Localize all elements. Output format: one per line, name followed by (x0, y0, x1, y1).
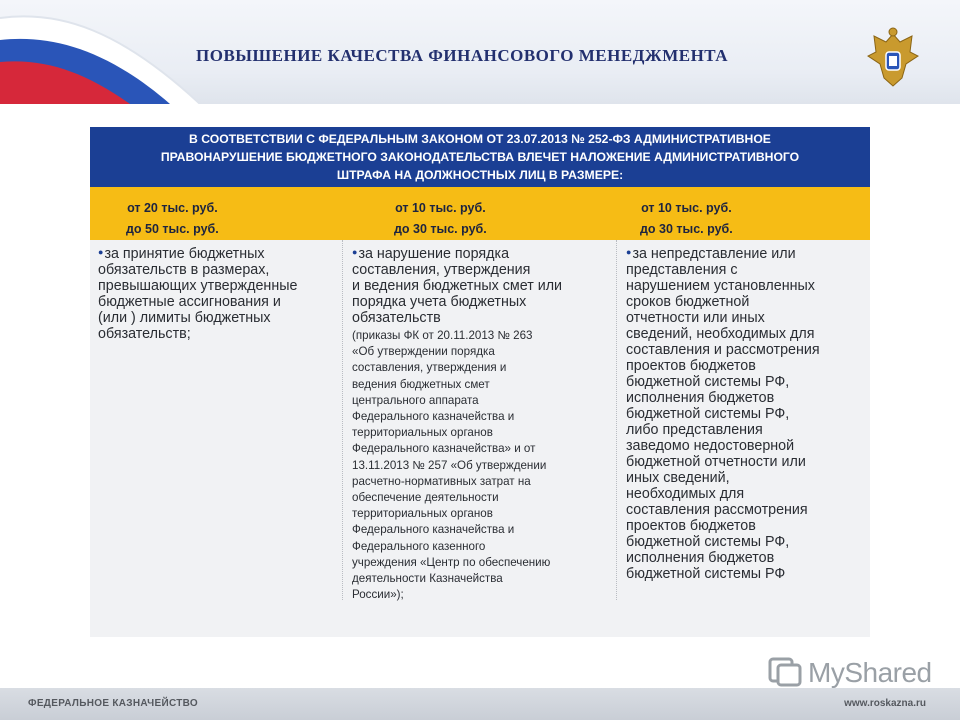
footer-organization: ФЕДЕРАЛЬНОЕ КАЗНАЧЕЙСТВО (28, 698, 198, 709)
bullet-icon: ● (626, 247, 632, 257)
violation-column-1 (98, 244, 338, 342)
watermark-logo-icon (768, 657, 804, 687)
violation-column-2 (352, 244, 612, 603)
intro-line: ШТРАФА НА ДОЛЖНОСТНЫХ ЛИЦ В РАЗМЕРЕ: (336, 168, 624, 182)
fine-amounts-row (90, 187, 870, 240)
intro-banner (90, 127, 870, 187)
page-title: ПОВЫШЕНИЕ КАЧЕСТВА ФИНАНСОВОГО МЕНЕДЖМЕНТА (196, 46, 729, 65)
orders-reference: (приказы ФК от 20.11.2013 № 263 «Об утверждении порядка составления, утверждения и ведения бюджетных смет центрального аппарата Федерального казначейства и территориальных органов Федерального казначейства» и от 13.11.2013 № 257 «Об утверждении расчетно-нормативных затрат на обеспечение деятельности территориальных органов Федерального казначейства и Федерального казенного учреждения «Центр по обеспечению деятельности Казначейства России»); (352, 329, 551, 602)
bullet-icon: ● (98, 247, 104, 257)
intro-line: ПРАВОНАРУШЕНИЕ БЮДЖЕТНОГО ЗАКОНОДАТЕЛЬСТВА ВЛЕЧЕТ НАЛОЖЕНИЕ АДМИНИСТРАТИВНОГО (160, 150, 800, 164)
footer-website-link[interactable]: www.roskazna.ru (844, 698, 926, 709)
fines-table (90, 127, 870, 637)
myshared-watermark: MyShared (768, 657, 804, 689)
slide-header (0, 0, 960, 104)
column-divider (342, 240, 344, 600)
slide-footer (0, 688, 960, 720)
bullet-icon: ● (352, 247, 358, 257)
violation-text: ●за непредставление или представления с нарушением установленных сроков бюджетной отчетности или иных сведений, необходимых для составления и рассмотрения проектов бюджетов бюджетной системы РФ, исполнения бюджетов бюджетной системы РФ, либо представления заведомо недостоверной бюджетной отчетности или иных сведений, необходимых для составления рассмотрения проектов бюджетов бюджетной системы РФ, исполнения бюджетов бюджетной системы РФ (626, 246, 820, 582)
russian-flag-graphic (0, 0, 220, 104)
fine-amount-2: от 10 тыс. руб. до 30 тыс. руб. (394, 201, 487, 236)
violation-text: ●за принятие бюджетных обязательств в размерах, превышающих утвержденные бюджетные ассигнования и (или ) лимиты бюджетных обязательств; (98, 246, 298, 342)
column-divider (616, 240, 618, 600)
fine-amount-3: от 10 тыс. руб. до 30 тыс. руб. (640, 201, 733, 236)
intro-line: В СООТВЕТСТВИИ С ФЕДЕРАЛЬНЫМ ЗАКОНОМ ОТ 23.07.2013 № 252-ФЗ АДМИНИСТРАТИВНОЕ (189, 132, 771, 146)
treasury-emblem-icon (862, 26, 924, 92)
violation-column-3 (626, 244, 866, 582)
fine-amount-1: от 20 тыс. руб. до 50 тыс. руб. (126, 201, 219, 236)
violation-text: ●за нарушение порядка составления, утверждения и ведения бюджетных смет или порядка учета бюджетных обязательств (352, 246, 563, 326)
